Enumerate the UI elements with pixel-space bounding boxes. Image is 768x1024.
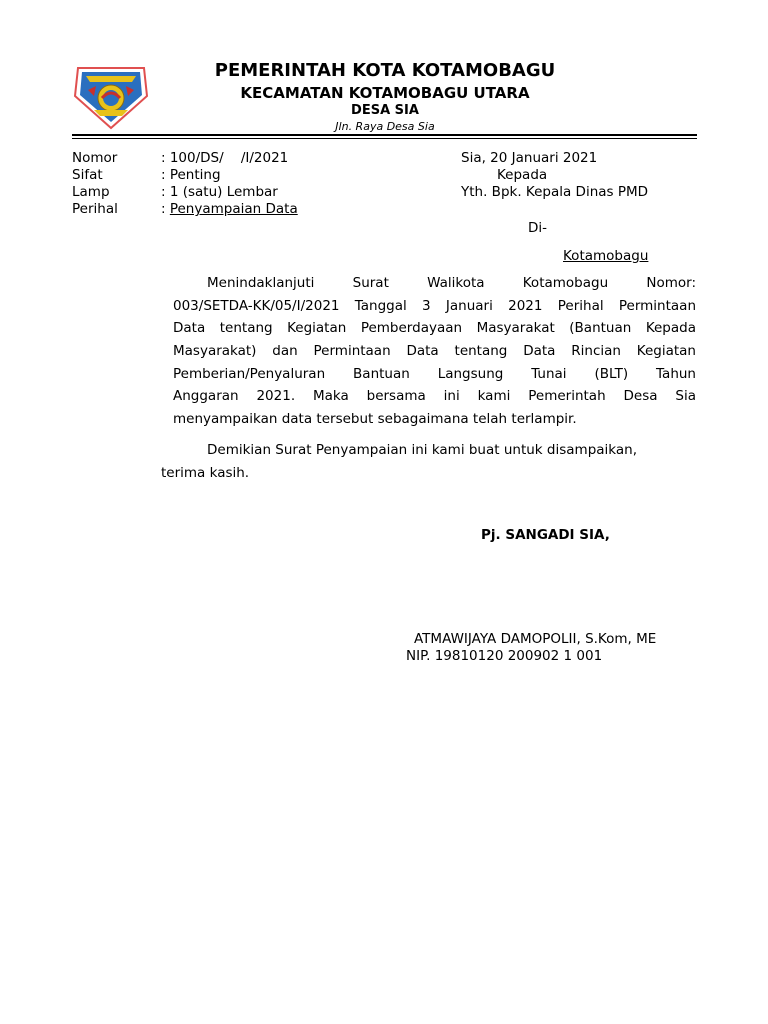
signatory-name: ATMAWIJAYA DAMOPOLII, S.Kom, ME xyxy=(414,631,657,647)
perihal-colon: : xyxy=(161,201,170,217)
di-label: Di- xyxy=(528,220,548,236)
nomor-label: Nomor xyxy=(72,150,118,166)
sifat-label: Sifat xyxy=(72,167,103,183)
perihal-label: Perihal xyxy=(72,201,118,217)
body-paragraph-1 xyxy=(173,272,696,431)
lamp-label: Lamp xyxy=(72,184,110,200)
body-line: Pemberian/Penyaluran Bantuan Langsung Tunai (BLT) Tahun xyxy=(173,365,696,382)
letterhead-government: PEMERINTAH KOTA KOTAMOBAGU xyxy=(214,60,556,81)
body-line: Data tentang Kegiatan Pemberdayaan Masyarakat (Bantuan Kepada xyxy=(173,320,696,337)
perihal-value: Penyampaian Data xyxy=(169,201,298,217)
body-line: Masyarakat) dan Permintaan Data tentang Data Rincian Kegiatan xyxy=(173,343,696,360)
sifat-value: : Penting xyxy=(161,167,221,183)
closing-line-1: Demikian Surat Penyampaian ini kami buat untuk disampaikan, xyxy=(207,442,637,458)
recipient-city: Kotamobagu xyxy=(563,248,649,264)
body-line: Menindaklanjuti Surat Walikota Kotamobagu Nomor: xyxy=(207,275,696,291)
lamp-value: : 1 (satu) Lembar xyxy=(161,184,278,200)
letterhead-village: DESA SIA xyxy=(351,103,419,118)
recipient-name: Yth. Bpk. Kepala Dinas PMD xyxy=(461,184,649,200)
signature-title: Pj. SANGADI SIA, xyxy=(481,527,610,543)
perihal-row xyxy=(161,201,298,217)
kotamobagu-emblem-icon xyxy=(72,62,150,132)
letterhead-district: KECAMATAN KOTAMOBAGU UTARA xyxy=(240,84,530,102)
body-line: menyampaikan data tersebut sebagaimana telah terlampir. xyxy=(173,411,577,428)
body-line: Anggaran 2021. Maka bersama ini kami Pemerintah Desa Sia xyxy=(173,388,696,405)
letterhead-address: Jln. Raya Desa Sia xyxy=(335,120,435,133)
signatory-nip: NIP. 19810120 200902 1 001 xyxy=(406,648,603,664)
kepada-label: Kepada xyxy=(497,167,548,183)
body-line: 003/SETDA-KK/05/I/2021 Tanggal 3 Januari 2021 Perihal Permintaan xyxy=(173,297,696,314)
place-date: Sia, 20 Januari 2021 xyxy=(461,150,598,166)
nomor-value: : 100/DS/ /I/2021 xyxy=(161,150,289,166)
letterhead-rule-thick xyxy=(72,134,697,136)
closing-line-2: terima kasih. xyxy=(161,465,250,481)
letterhead-rule-thin xyxy=(72,138,697,139)
